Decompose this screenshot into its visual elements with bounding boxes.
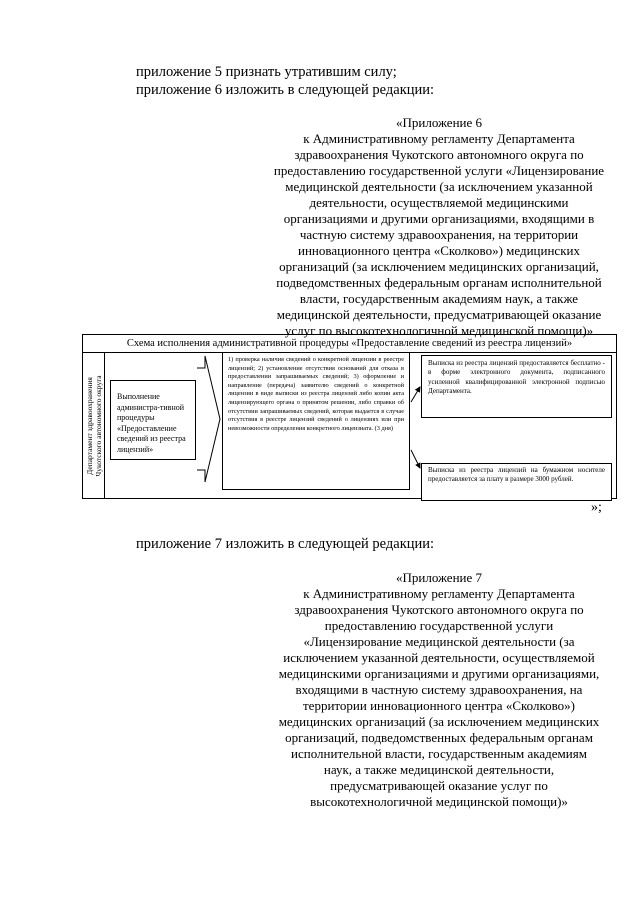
annex6-line: предоставлению государственной услуги «Лицензирование [273, 163, 605, 178]
annex6-header [265, 115, 613, 339]
annex7-line: высокотехнологичной медицинской помощи)» [310, 794, 568, 809]
annex6-line: медицинской деятельности, предусматривающей оказание [276, 307, 602, 322]
annex6-line: деятельности, осуществляемой медицинскими [309, 195, 569, 210]
annex7-line: «Приложение 7 [395, 570, 483, 585]
annex7-line: исключением указанной деятельности, осуществляемой [283, 650, 595, 665]
annex7-line: предусматривающей оказание услуг по [330, 778, 548, 793]
electronic-extract-box: Выписка из реестра лицензий предоставляется бесплатно - в форме электронного документа, подписанного усиленной квалифицированной электронной подписью Департамента. [421, 355, 612, 418]
procedure-box [110, 380, 196, 460]
scheme-title: Схема исполнения административной процедуры «Предоставление сведений из реестра лицензий» [83, 335, 616, 353]
scheme-side-label [83, 353, 105, 498]
annex7-line: медицинских организаций (за исключением медицинских [278, 714, 600, 729]
annex6-line: «Приложение 6 [395, 115, 483, 130]
annex6-line: организациями и другими организациями, входящими в [283, 211, 595, 226]
closing-quote: »; [591, 500, 602, 515]
steps-box: 1) проверка наличия сведений о конкретной лицензии в реестре лицензий; 2) установление отсутствия оснований для отказа в предоставлении запрашиваемых сведений; 3) оформление и направление (передача) заявителю сведений о конкретной лицензии в виде выписки из реестра лицензий либо копии акта лицензирующего органа о принятом решении, либо справки об отсутствии запрашиваемых сведений, которая выдается в случае отсутствия в реестре лицензий сведений о лицензиях или при невозможности определения конкретного лицензиата. (3 дня) [222, 352, 410, 490]
annex7-header [265, 570, 613, 810]
annex6-line: власти, государственным академиям наук, а также [299, 291, 579, 306]
annex6-line: подведомственных федеральным органам исполнительной [276, 275, 602, 290]
annex7-line: к Административному регламенту Департамента [303, 586, 575, 601]
amendment-line-annex7: приложение 7 изложить в следующей редакции: [136, 536, 435, 552]
annex7-line: организаций, подведомственных федеральным органам [285, 730, 593, 745]
annex6-line: медицинской деятельности (за исключением указанной [285, 179, 593, 194]
annex6-line: услуг по высокотехнологичной медицинской помощи)» [284, 323, 594, 338]
annex7-line: «Лицензирование медицинской деятельности (за [303, 634, 575, 649]
annex7-line: медицинскими организациями и другими организациями, [278, 666, 600, 681]
side-label-line: Департамент здравоохранения [84, 376, 94, 475]
annex6-line: к Административному регламенту Департамента [303, 131, 575, 146]
annex7-line: наук, а также медицинской деятельности, [323, 762, 555, 777]
annex6-line: организаций (за исключением медицинских организаций, [279, 259, 599, 274]
annex6-line: частную систему здравоохранения, на территории [299, 227, 579, 242]
annex6-line: инновационного центра «Сколково») медицинских [298, 243, 580, 258]
annex7-line: территории инновационного центра «Сколково») [303, 698, 575, 713]
annex7-line: входящими в частную систему здравоохранения, на [295, 682, 583, 697]
amendment-line-annex6: приложение 6 изложить в следующей редакции: [136, 82, 435, 98]
procedure-box-text: Выполнение администра-тивной процедуры «Предоставление сведений из реестра лицензий» [117, 392, 186, 454]
annex7-line: исполнительной власти, государственным академиям [291, 746, 587, 761]
annex6-line: здравоохранения Чукотского автономного округа по [294, 147, 584, 162]
annex7-line: предоставлению государственной услуги [324, 618, 554, 633]
amendment-line-annex5: приложение 5 признать утратившим силу; [136, 64, 397, 80]
side-label-line: Чукотского автономного округа [93, 374, 103, 477]
annex7-line: здравоохранения Чукотского автономного округа по [294, 602, 584, 617]
paper-extract-box: Выписка из реестра лицензий на бумажном носителе предоставляется за плату в размере 3000 рублей. [421, 463, 612, 501]
